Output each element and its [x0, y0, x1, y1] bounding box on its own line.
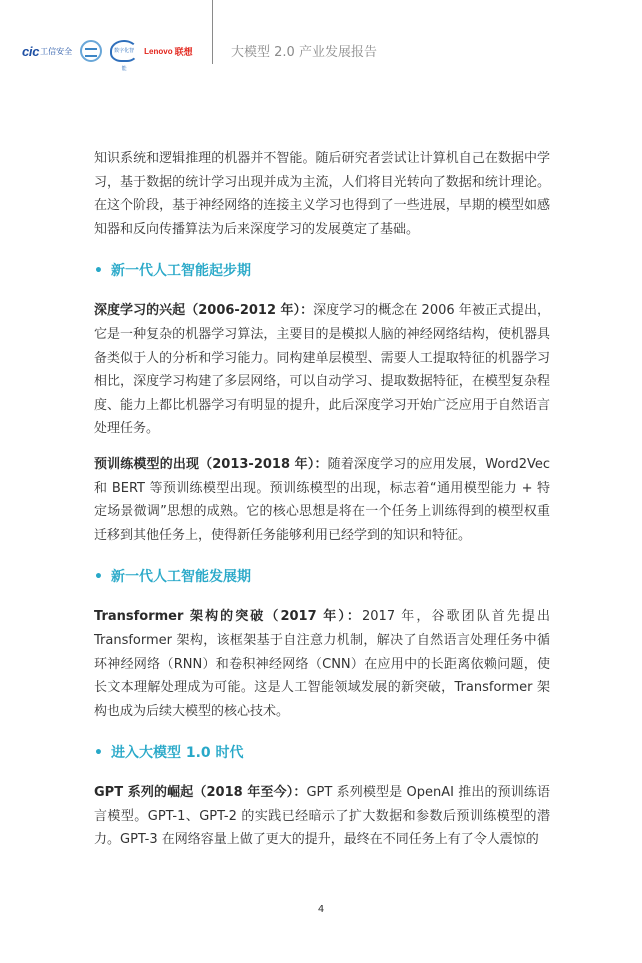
partner-logos [22, 38, 193, 72]
paragraph-text: 深度学习的概念在 2006 年被正式提出，它是一种复杂的机器学习算法，主要目的是模拟人脑的神经网络结构，使机器具备类似于人的分析和学习能力。同构建单层模型、需要人工提取特征的机器学习相比，深度学习构建了多层网络，可以自动学习、提取数据特征，在模型复杂程度、能力上都比机器学习有明显的提升，此后深度学习开始广泛应用于自然语言处理任务。 [94, 303, 550, 437]
paragraph-lead: GPT 系列的崛起（2018 年至今）： [94, 785, 307, 801]
bullet-icon: • [94, 569, 103, 586]
header-divider [212, 0, 213, 64]
section-heading [94, 260, 550, 282]
section-heading-text: 新一代人工智能发展期 [110, 569, 251, 586]
paragraph [94, 781, 550, 852]
page-content [94, 147, 550, 852]
page-header [0, 0, 642, 80]
section-heading-text: 新一代人工智能起步期 [110, 263, 251, 280]
paragraph-text: 2017 年，谷歌团队首先提出 Transformer 架构，该框架基于自注意力机制，解决了自然语言处理任务中循环神经网络（RNN）和卷积神经网络（CNN）在应用中的长距离依赖问题，使长文本理解处理成为可能。这是人工智能领域发展的新突破，Transformer 架构也成为后续大模型的核心技术。 [94, 609, 551, 719]
report-title: 大模型 2.0 产业发展报告 [231, 45, 377, 60]
globe-logo-icon [80, 40, 102, 62]
intro-paragraph: 知识系统和逻辑推理的机器并不智能。随后研究者尝试让计算机自己在数据中学习，基于数据的统计学习出现并成为主流，人们将目光转向了数据和统计理论。在这个阶段，基于神经网络的连接主义学习也得到了一些进展，早期的模型如感知器和反向传播算法为后来深度学习的发展奠定了基础。 [94, 151, 550, 237]
page-number: 4 [317, 904, 325, 915]
paragraph-lead: Transformer 架构的突破（2017 年）： [94, 609, 362, 625]
digital-intelligence-logo: 数字化智能 [110, 40, 138, 62]
paragraph-lead: 深度学习的兴起（2006-2012 年）： [94, 303, 314, 319]
paragraph [94, 605, 550, 723]
bullet-icon: • [94, 745, 103, 762]
lenovo-logo-cn: 联想 [174, 47, 193, 58]
paragraph-text: GPT 系列模型是 OpenAI 推出的预训练语言模型。GPT-1、GPT-2 的实践已经暗示了扩大数据和参数后预训练模型的潜力。GPT-3 在网络容量上做了更大的提升，最终在不同任务上有了令人震惊的 [94, 785, 550, 848]
section-heading-text: 进入大模型 1.0 时代 [110, 745, 244, 762]
cic-logo-subtitle: 工信安全 [40, 46, 73, 56]
paragraph-text: 随着深度学习的应用发展，Word2Vec 和 BERT 等预训练模型出现。预训练模型的出现，标志着“通用模型能力 + 特定场景微调”思想的成熟。它的核心思想是将在一个任务上训练得到的模型权重迁移到其他任务上，使得新任务能够利用已经学到的知识和特征。 [94, 456, 550, 543]
cic-logo: cic [22, 43, 40, 59]
paragraph [94, 453, 550, 547]
section-heading [94, 566, 550, 588]
paragraph [94, 299, 550, 441]
lenovo-logo: Lenovo [144, 46, 173, 56]
paragraph-lead: 预训练模型的出现（2013-2018 年）： [94, 456, 328, 472]
section-heading [94, 742, 550, 764]
bullet-icon: • [94, 263, 103, 280]
